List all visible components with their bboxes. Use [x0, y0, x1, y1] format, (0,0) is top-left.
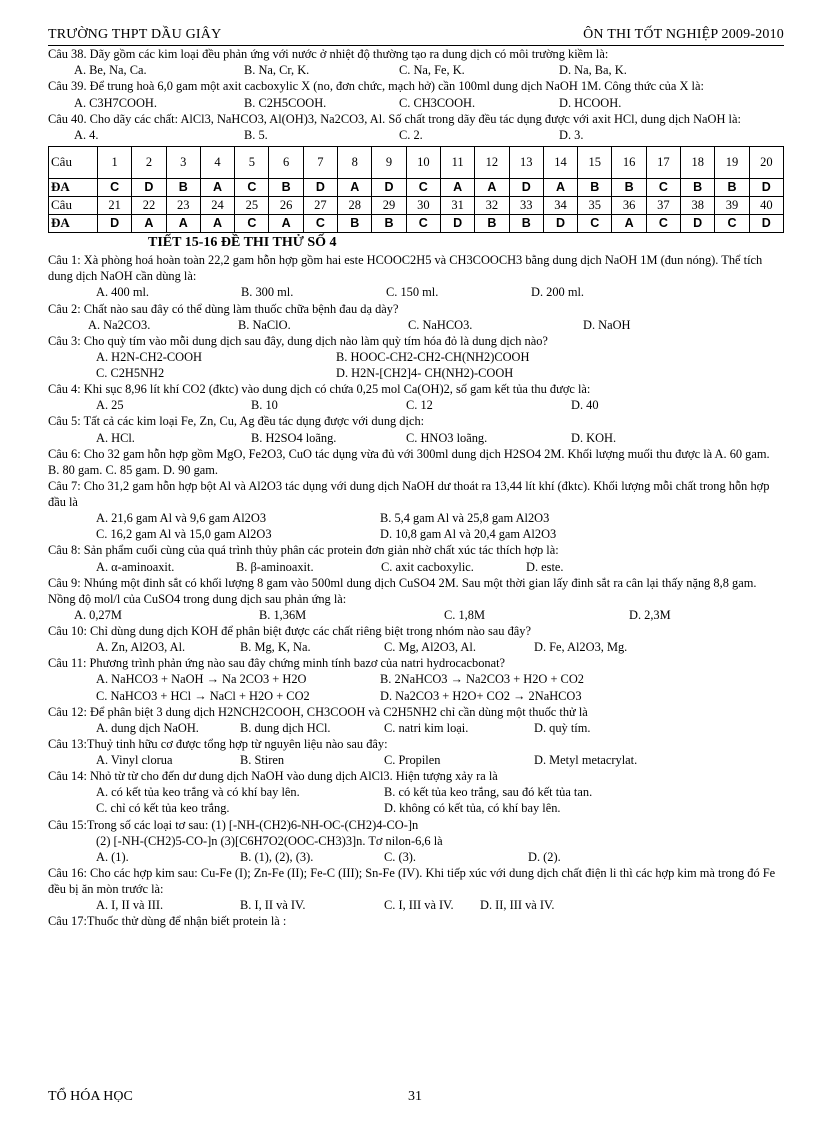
answer-cell: 17	[646, 146, 680, 178]
answer-option: C. 1,8M	[444, 607, 485, 622]
answer-option: A. C3H7COOH.	[74, 95, 157, 110]
answer-cell: 15	[578, 146, 612, 178]
answer-cell: D	[440, 214, 474, 232]
section-title: TIẾT 15-16 ĐỀ THI THỬ SỐ 4	[148, 234, 337, 250]
answer-cell: C	[406, 214, 440, 232]
answer-cell: C	[646, 214, 680, 232]
question-text: Câu 38. Dãy gồm các kim loại đều phản ứng với nước ở nhiệt độ thường tạo ra dung dịch có môi trường kiềm là:	[48, 47, 609, 62]
page-header	[48, 26, 784, 46]
answer-option: C. axit cacboxylic.	[381, 559, 474, 574]
answer-options	[48, 688, 784, 704]
answer-cell: C	[303, 214, 337, 232]
answer-options	[48, 510, 784, 526]
answer-cell: 13	[509, 146, 543, 178]
answer-table-row	[49, 214, 784, 232]
answer-option: C. Mg, Al2O3, Al.	[384, 640, 476, 655]
question-text: Câu 39. Để trung hoà 6,0 gam một axit cacboxylic X (no, đơn chức, mạch hở) cần 100ml dung dịch NaOH 1M. Công thức của X là:	[48, 79, 704, 94]
answer-option: D. 10,8 gam Al và 20,4 gam Al2O3	[380, 527, 557, 542]
question-text: Câu 13:Thuỷ tinh hữu cơ được tổng hợp từ nguyên liệu nào sau đây:	[48, 736, 388, 751]
answer-option: B. 5,4 gam Al và 25,8 gam Al2O3	[380, 511, 550, 526]
question-text: Câu 14: Nhỏ từ từ cho đến dư dung dịch NaOH vào dung dịch AlCl3. Hiện tượng xảy ra là	[48, 769, 498, 784]
question-text: Câu 3: Cho quỳ tím vào mỗi dung dịch sau đây, dung dịch nào làm quỳ tím hóa đỏ là dung dịch nào?	[48, 333, 548, 348]
answer-cell: D	[132, 178, 166, 196]
answer-option: C. I, III và IV.	[384, 898, 454, 913]
answer-options	[48, 317, 784, 333]
answer-cell: A	[475, 178, 509, 196]
answer-table	[48, 146, 784, 233]
question-text: Câu 40. Cho dãy các chất: AlCl3, NaHCO3, Al(OH)3, Na2CO3, Al. Số chất trong dãy đều tác dụng được với axit HCl, dung dịch NaOH là:	[48, 111, 741, 126]
answer-option: D. (2).	[528, 849, 561, 864]
answer-cell: 26	[269, 196, 303, 214]
answer-option: C. natri kim loại.	[384, 720, 469, 735]
answer-cell: B	[475, 214, 509, 232]
answer-option: C. 150 ml.	[386, 285, 439, 300]
answer-option: C. HNO3 loãng.	[406, 430, 488, 445]
answer-cell: D	[303, 178, 337, 196]
document-page	[48, 26, 784, 929]
answer-option: A. Zn, Al2O3, Al.	[96, 640, 186, 655]
answer-option: D. 3.	[559, 127, 584, 142]
answer-cell: B	[372, 214, 406, 232]
answer-cell: 21	[98, 196, 132, 214]
answer-cell: D	[509, 178, 543, 196]
answer-cell: A	[543, 178, 577, 196]
answer-option: C. NaHCO3 + HCl → NaCl + H2O + CO2	[96, 688, 310, 703]
answer-table-row	[49, 146, 784, 178]
answer-cell: B	[578, 178, 612, 196]
answer-cell: 31	[440, 196, 474, 214]
answer-option: A. Na2CO3.	[88, 317, 151, 332]
header-school: TRƯỜNG THPT DẦU GIÂY	[48, 27, 222, 42]
answer-option: A. α-aminoaxit.	[96, 559, 175, 574]
answer-options	[48, 349, 784, 365]
answer-option: D. HCOOH.	[559, 95, 622, 110]
answer-option: D. Metyl metacrylat.	[534, 753, 638, 767]
answer-option: B. C2H5COOH.	[244, 95, 327, 110]
question-text: Câu 8: Sản phẩm cuối cùng của quá trình thủy phân các protein đơn giản nhờ chất xúc tác thích hợp là:	[48, 543, 559, 558]
answer-option: B. (1), (2), (3).	[240, 849, 314, 864]
answer-option: C. 2.	[399, 127, 423, 142]
answer-option: C. C2H5NH2	[96, 366, 165, 380]
answer-options	[48, 849, 784, 865]
answer-cell: 38	[681, 196, 715, 214]
answer-cell: 37	[646, 196, 680, 214]
answer-cell: 24	[200, 196, 234, 214]
answer-options	[48, 397, 784, 413]
answer-options	[48, 720, 784, 736]
answer-options	[48, 62, 784, 78]
answer-cell: 34	[543, 196, 577, 214]
answer-cell: D	[681, 214, 715, 232]
answer-options	[48, 127, 784, 143]
answer-cell: 29	[372, 196, 406, 214]
answer-cell: 1	[98, 146, 132, 178]
answer-cell: C	[406, 178, 440, 196]
answer-option: B. dung dịch HCl.	[240, 720, 331, 735]
page-footer	[48, 1088, 784, 1106]
answer-cell: D	[543, 214, 577, 232]
question-text: Câu 1: Xà phòng hoá hoàn toàn 22,2 gam hỗn hợp gồm hai este HCOOC2H5 và CH3COOCH3 bằng dung dịch NaOH 1M (đun nóng). Thể tích dung dịch NaOH cần dùng là:	[48, 253, 763, 284]
answer-options	[48, 607, 784, 623]
answer-cell: 19	[715, 146, 749, 178]
answer-option: A. 21,6 gam Al và 9,6 gam Al2O3	[96, 511, 267, 526]
answer-option: C. Na, Fe, K.	[399, 63, 465, 78]
answer-cell: 8	[338, 146, 372, 178]
questions-38-40	[48, 46, 784, 143]
question-text: Câu 12: Để phân biệt 3 dung dịch H2NCH2COOH, CH3COOH và C2H5NH2 chỉ cần dùng một thuốc thử là	[48, 704, 588, 719]
answer-cell: A	[269, 214, 303, 232]
answer-options	[48, 800, 784, 816]
answer-option: A. H2N-CH2-COOH	[96, 349, 203, 364]
answer-options	[48, 559, 784, 575]
answer-option: C. chỉ có kết tủa keo trắng.	[96, 801, 230, 816]
answer-option: A. (1).	[96, 849, 129, 864]
answer-options	[48, 897, 784, 913]
question-text: Câu 15:Trong số các loại tơ sau: (1) [-NH-(CH2)6-NH-OC-(CH2)4-CO-]n	[48, 817, 419, 832]
answer-cell: A	[132, 214, 166, 232]
answer-option: B. 5.	[244, 127, 268, 142]
answer-cell: 22	[132, 196, 166, 214]
answer-cell: A	[200, 178, 234, 196]
answer-cell: 6	[269, 146, 303, 178]
question-text: Câu 4: Khi sục 8,96 lít khí CO2 (đktc) vào dung dịch có chứa 0,25 mol Ca(OH)2, số gam kết tủa thu được là:	[48, 382, 591, 397]
answer-option: B. H2SO4 loãng.	[251, 430, 337, 445]
answer-option: B. 300 ml.	[241, 285, 294, 300]
answer-option: D. Fe, Al2O3, Mg.	[534, 640, 628, 655]
answer-cell: 5	[235, 146, 269, 178]
answer-option: C. 12	[406, 398, 433, 413]
answer-option: C. Propilen	[384, 753, 441, 767]
answer-cell: D	[98, 214, 132, 232]
answer-option: D. quỳ tím.	[534, 720, 591, 735]
question-text: Câu 6: Cho 32 gam hỗn hợp gồm MgO, Fe2O3, CuO tác dụng vừa đủ với 300ml dung dịch H2SO4 2M. Khối lượng muối thu được là A. 60 gam. B. 80 gam. C. 85 gam. D. 90 gam.	[48, 446, 770, 477]
answer-options	[48, 784, 784, 800]
row-label: Câu	[49, 196, 98, 214]
answer-cell: 11	[440, 146, 474, 178]
answer-options	[48, 752, 784, 768]
answer-cell: 25	[235, 196, 269, 214]
answer-cell: 23	[166, 196, 200, 214]
answer-cell: D	[749, 178, 783, 196]
answer-options	[48, 95, 784, 111]
answer-option: B. Mg, K, Na.	[240, 640, 311, 655]
answer-cell: 10	[406, 146, 440, 178]
row-label: Câu	[49, 146, 98, 178]
answer-options	[48, 526, 784, 542]
answer-cell: A	[338, 178, 372, 196]
answer-option: B. 2NaHCO3 → Na2CO3 + H2O + CO2	[380, 672, 584, 687]
answer-option: C. CH3COOH.	[399, 95, 476, 110]
answer-option: A. có kết tủa keo trắng và có khí bay lên.	[96, 785, 300, 800]
row-label: ĐA	[49, 214, 98, 232]
answer-option: B. NaClO.	[238, 317, 291, 332]
answer-option: D. KOH.	[571, 430, 617, 445]
answer-cell: A	[612, 214, 646, 232]
answer-option: A. 0,27M	[74, 607, 122, 622]
answer-cell: 32	[475, 196, 509, 214]
answer-cell: B	[166, 178, 200, 196]
answer-option: B. HOOC-CH2-CH2-CH(NH2)COOH	[336, 349, 530, 364]
answer-options	[48, 639, 784, 655]
answer-cell: C	[235, 214, 269, 232]
answer-option: A. NaHCO3 + NaOH → Na 2CO3 + H2O	[96, 672, 307, 687]
answer-option: B. Na, Cr, K.	[244, 63, 310, 78]
answer-option: B. 10	[251, 398, 278, 413]
answer-option: D. Na2CO3 + H2O+ CO2 → 2NaHCO3	[380, 688, 582, 703]
answer-option: D. 2,3M	[629, 607, 671, 622]
answer-option: D. 40	[571, 398, 599, 413]
answer-cell: D	[749, 214, 783, 232]
page-number: 31	[408, 1089, 422, 1104]
answer-option: C. 16,2 gam Al và 15,0 gam Al2O3	[96, 527, 272, 542]
answer-option: A. 4.	[74, 127, 99, 142]
answer-cell: A	[440, 178, 474, 196]
question-text: Câu 2: Chất nào sau đây có thể dùng làm thuốc chữa bệnh đau dạ dày?	[48, 301, 399, 316]
answer-option: B. I, II và IV.	[240, 898, 306, 913]
answer-option: A. dung dịch NaOH.	[96, 720, 199, 735]
answer-cell: 4	[200, 146, 234, 178]
answer-option: A. Be, Na, Ca.	[74, 63, 147, 78]
row-label: ĐA	[49, 178, 98, 196]
question-text: Câu 5: Tất cả các kim loại Fe, Zn, Cu, Ag đều tác dụng được với dung dịch:	[48, 414, 425, 429]
answer-cell: 20	[749, 146, 783, 178]
question-text: Câu 17:Thuốc thử dùng để nhận biết protein là :	[48, 914, 287, 929]
answer-option: D. 200 ml.	[531, 285, 585, 300]
answer-cell: 9	[372, 146, 406, 178]
question-text: Câu 9: Nhúng một đinh sắt có khối lượng 8 gam vào 500ml dung dịch CuSO4 2M. Sau một thời gian lấy đinh sắt ra cân lại thấy nặng 8,8 gam. Nồng độ mol/l của CuSO4 trong dung dịch sau phản ứng là:	[48, 575, 757, 606]
answer-cell: B	[509, 214, 543, 232]
answer-cell: B	[338, 214, 372, 232]
answer-cell: B	[269, 178, 303, 196]
question-text: Câu 7: Cho 31,2 gam hỗn hợp bột Al và Al2O3 tác dụng với dung dịch NaOH dư thoát ra 13,44 lít khí (đktc). Khối lượng mỗi chất trong hỗn hợp đầu là	[48, 478, 770, 509]
answer-option: B. 1,36M	[259, 607, 307, 622]
answer-options	[48, 284, 784, 300]
answer-cell: 12	[475, 146, 509, 178]
questions-section-4	[48, 252, 784, 929]
question-text: (2) [-NH-(CH2)5-CO-]n (3)[C6H7O2(OOC-CH3)3]n. Tơ nilon-6,6 là	[96, 833, 443, 848]
answer-option: D. II, III và IV.	[480, 898, 555, 913]
answer-cell: 39	[715, 196, 749, 214]
answer-option: D. este.	[526, 559, 564, 574]
answer-cell: 28	[338, 196, 372, 214]
answer-cell: 30	[406, 196, 440, 214]
answer-cell: 27	[303, 196, 337, 214]
answer-option: B. có kết tủa keo trắng, sau đó kết tủa tan.	[384, 785, 593, 800]
answer-table-row	[49, 178, 784, 196]
answer-cell: C	[715, 214, 749, 232]
answer-option: D. không có kết tủa, có khí bay lên.	[384, 801, 561, 816]
answer-option: A. I, II và III.	[96, 898, 164, 913]
answer-option: A. HCl.	[96, 430, 135, 445]
answer-cell: B	[612, 178, 646, 196]
answer-cell: 14	[543, 146, 577, 178]
answer-cell: A	[200, 214, 234, 232]
answer-cell: A	[166, 214, 200, 232]
answer-cell: 3	[166, 146, 200, 178]
answer-cell: 16	[612, 146, 646, 178]
answer-option: C. (3).	[384, 849, 417, 864]
answer-cell: B	[715, 178, 749, 196]
answer-option: A. 25	[96, 398, 124, 413]
answer-options	[48, 671, 784, 687]
answer-cell: 2	[132, 146, 166, 178]
answer-options	[48, 430, 784, 446]
answer-option: A. 400 ml.	[96, 285, 150, 300]
answer-cell: D	[372, 178, 406, 196]
answer-cell: 7	[303, 146, 337, 178]
answer-cell: C	[578, 214, 612, 232]
question-text: Câu 10: Chỉ dùng dung dịch KOH để phân biệt được các chất riêng biệt trong nhóm nào sau đây?	[48, 624, 531, 638]
answer-cell: C	[235, 178, 269, 196]
answer-cell: 18	[681, 146, 715, 178]
answer-options	[48, 365, 784, 381]
answer-cell: B	[681, 178, 715, 196]
answer-option: A. Vinyl clorua	[96, 753, 173, 767]
answer-cell: C	[98, 178, 132, 196]
answer-cell: C	[646, 178, 680, 196]
answer-option: D. NaOH	[583, 317, 631, 332]
header-exam: ÔN THI TỐT NGHIỆP 2009-2010	[583, 27, 784, 42]
question-text: Câu 16: Cho các hợp kim sau: Cu-Fe (I); Zn-Fe (II); Fe-C (III); Sn-Fe (IV). Khi tiếp xúc với dung dịch chất điện li thì các hợp kim mà trong đó Fe đều bị ăn mòn trước là:	[48, 865, 776, 896]
answer-option: C. NaHCO3.	[408, 317, 473, 332]
answer-option: B. β-aminoaxit.	[236, 559, 314, 574]
footer-department: TỔ HÓA HỌC	[48, 1089, 133, 1104]
answer-option: B. Stiren	[240, 753, 285, 767]
answer-option: D. H2N-[CH2]4- CH(NH2)-COOH	[336, 366, 514, 380]
answer-cell: 40	[749, 196, 783, 214]
answer-cell: 33	[509, 196, 543, 214]
answer-cell: 36	[612, 196, 646, 214]
answer-table-row	[49, 196, 784, 214]
question-text: Câu 11: Phương trình phản ứng nào sau đây chứng minh tính bazơ của natri hydrocacbonat?	[48, 656, 506, 671]
answer-cell: 35	[578, 196, 612, 214]
answer-option: D. Na, Ba, K.	[559, 63, 627, 78]
